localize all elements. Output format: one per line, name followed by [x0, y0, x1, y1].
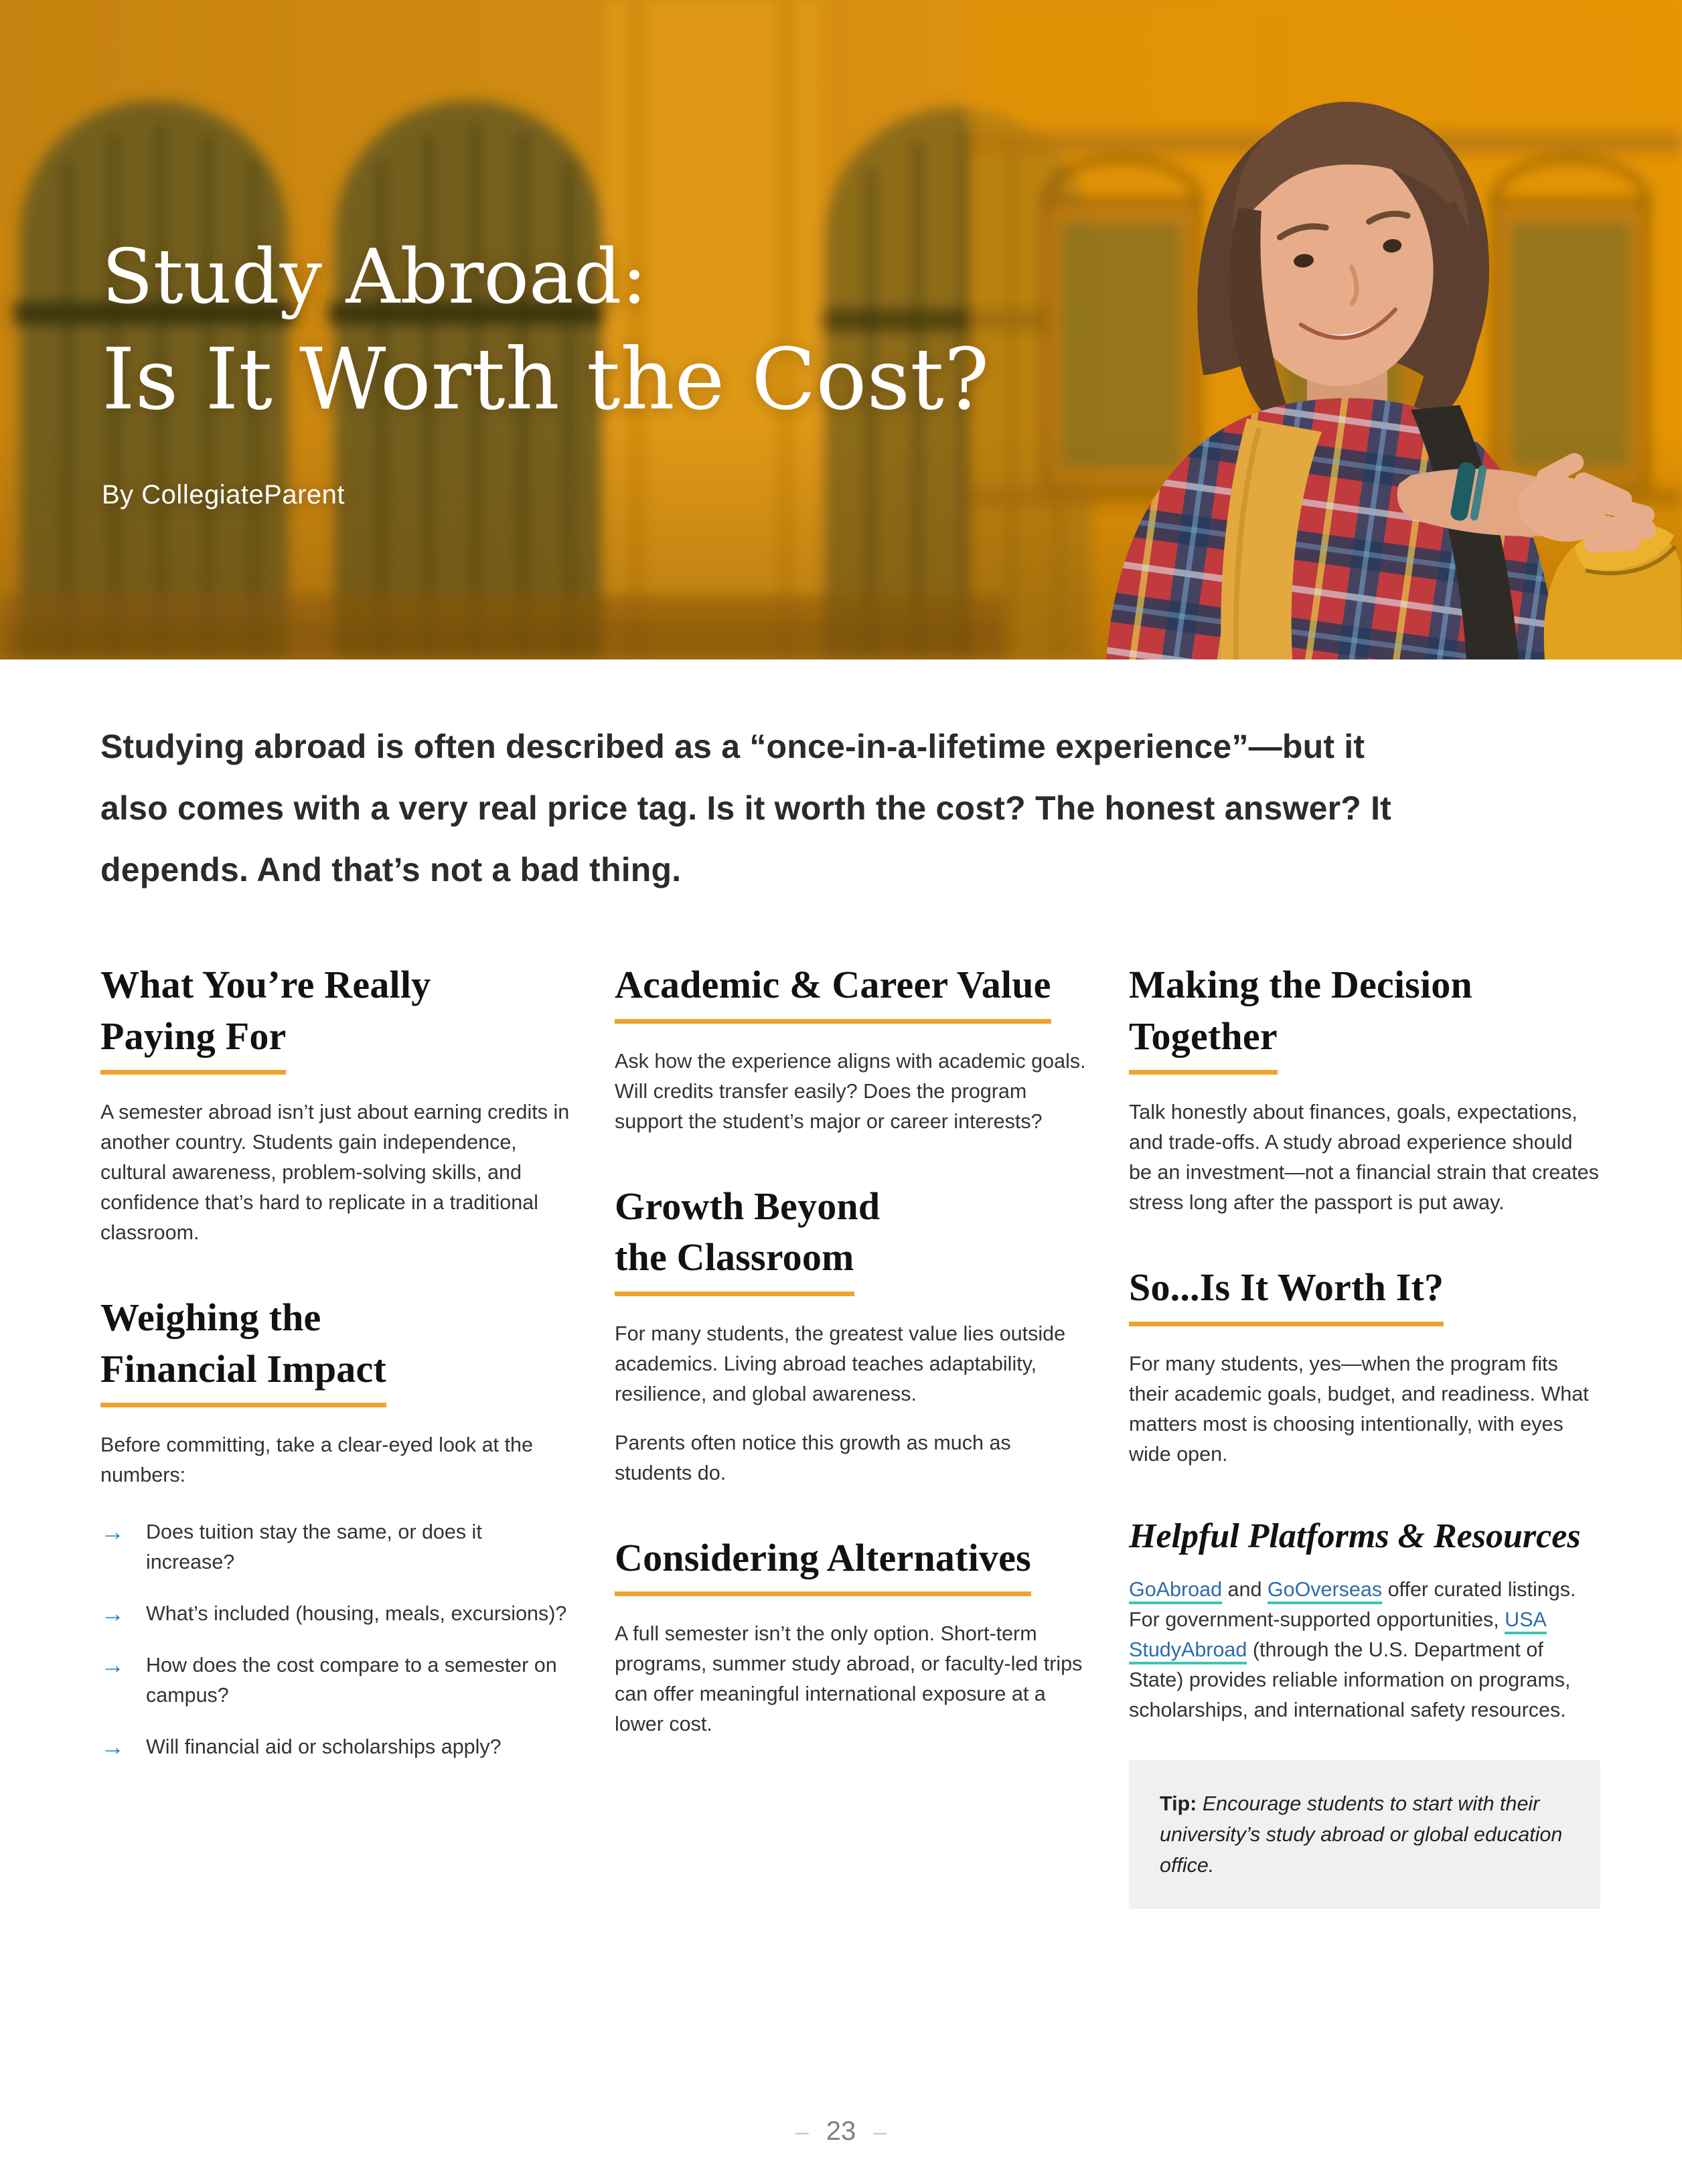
- article-columns: [0, 901, 1682, 1909]
- section-academic-career-value: [615, 959, 1086, 1137]
- byline: By CollegiateParent: [102, 479, 346, 510]
- link-usa-studyabroad[interactable]: USA StudyAbroad: [1129, 1608, 1547, 1664]
- section-paragraph: Ask how the experience aligns with academic goals. Will credits transfer easily? Does the program support the student’s major or career interests?: [615, 1049, 1086, 1133]
- section-heading: Weighing the Financial Impact: [100, 1292, 572, 1407]
- section-heading-italic: Helpful Platforms & Resources: [1129, 1516, 1581, 1555]
- list-item: → Does tuition stay the same, or does it increase?: [100, 1517, 572, 1577]
- section-heading: So...Is It Worth It?: [1129, 1262, 1600, 1326]
- list-item: → What’s included (housing, meals, excursions)?: [100, 1599, 572, 1629]
- column-1: [100, 959, 572, 1909]
- section-financial-impact: [100, 1292, 572, 1762]
- section-decision-together: [1129, 959, 1600, 1218]
- section-heading: What You’re Really Paying For: [100, 959, 572, 1075]
- footer-dash-left: –: [795, 2117, 809, 2145]
- tip-box: [1129, 1760, 1600, 1909]
- section-paragraph: A full semester isn’t the only option. Short-term programs, summer study abroad, or faculty-led trips can offer meaningful international exposure at a lower cost.: [615, 1622, 1083, 1736]
- arrow-right-icon: →: [100, 1651, 125, 1679]
- section-heading: Making the Decision Together: [1129, 959, 1600, 1075]
- section-paying-for: [100, 959, 572, 1248]
- tip-label: Tip:: [1160, 1792, 1197, 1816]
- cost-question-list: [100, 1517, 572, 1762]
- section-paragraph: For many students, yes—when the program fits their academic goals, budget, and readiness. What matters most is choosing intentionally, with eyes wide open.: [1129, 1352, 1589, 1466]
- section-paragraph: For many students, the greatest value lies outside academics. Living abroad teaches adaptability, resilience, and global awareness.: [615, 1322, 1066, 1405]
- intro-paragraph: Studying abroad is often described as a “once-in-a-lifetime experience”—but it also comes with a very real price tag. Is it worth the cost? The honest answer? It depends. And that’s not a bad thing.: [100, 728, 1392, 888]
- section-paragraph: Parents often notice this growth as much as students do.: [615, 1431, 1011, 1484]
- arrow-right-icon: →: [100, 1600, 125, 1628]
- section-is-it-worth-it: [1129, 1262, 1600, 1470]
- list-item: → How does the cost compare to a semester on campus?: [100, 1650, 572, 1711]
- hero-banner: [0, 0, 1682, 659]
- page-title-line1: Study Abroad:: [102, 234, 647, 321]
- resources-paragraph: GoAbroad and GoOverseas offer curated listings. For government-supported opportunities, USA StudyAbroad (through the U.S. Department of State) provides reliable information on programs, scholarships, and international safety resources.: [1129, 1578, 1576, 1722]
- section-heading: Academic & Career Value: [615, 959, 1086, 1024]
- intro-section: [0, 659, 1682, 901]
- section-paragraph: Before committing, take a clear-eyed look at the numbers:: [100, 1433, 533, 1487]
- list-item: → Will financial aid or scholarships apply?: [100, 1732, 572, 1762]
- link-gooverseas[interactable]: GoOverseas: [1268, 1578, 1382, 1604]
- arrow-right-icon: →: [100, 1733, 125, 1761]
- column-3: [1129, 959, 1600, 1909]
- page-footer: [0, 2116, 1682, 2184]
- page-number: 23: [826, 2116, 856, 2146]
- student-photo: [1026, 0, 1682, 659]
- tip-text: Tip: Encourage students to start with their university’s study abroad or global education office.: [1160, 1792, 1563, 1877]
- section-paragraph: A semester abroad isn’t just about earning credits in another country. Students gain independence, cultural awareness, problem-solving skills, and confidence that’s hard to replicate in a traditional classroom.: [100, 1101, 570, 1245]
- link-goabroad[interactable]: GoAbroad: [1129, 1578, 1222, 1604]
- section-considering-alternatives: [615, 1533, 1086, 1740]
- page-title: [102, 236, 989, 431]
- section-heading: Growth Beyond the Classroom: [615, 1181, 1086, 1296]
- column-2: [615, 959, 1086, 1909]
- section-heading: Considering Alternatives: [615, 1533, 1086, 1597]
- page-title-line2: Is It Worth the Cost?: [102, 330, 990, 429]
- arrow-right-icon: →: [100, 1518, 125, 1546]
- section-growth-beyond-classroom: [615, 1181, 1086, 1488]
- section-paragraph: Talk honestly about finances, goals, expectations, and trade-offs. A study abroad experience should be an investment—not a financial strain that creates stress long after the passport is put away.: [1129, 1101, 1599, 1215]
- footer-dash-right: –: [873, 2117, 887, 2145]
- section-helpful-platforms: [1129, 1514, 1600, 1726]
